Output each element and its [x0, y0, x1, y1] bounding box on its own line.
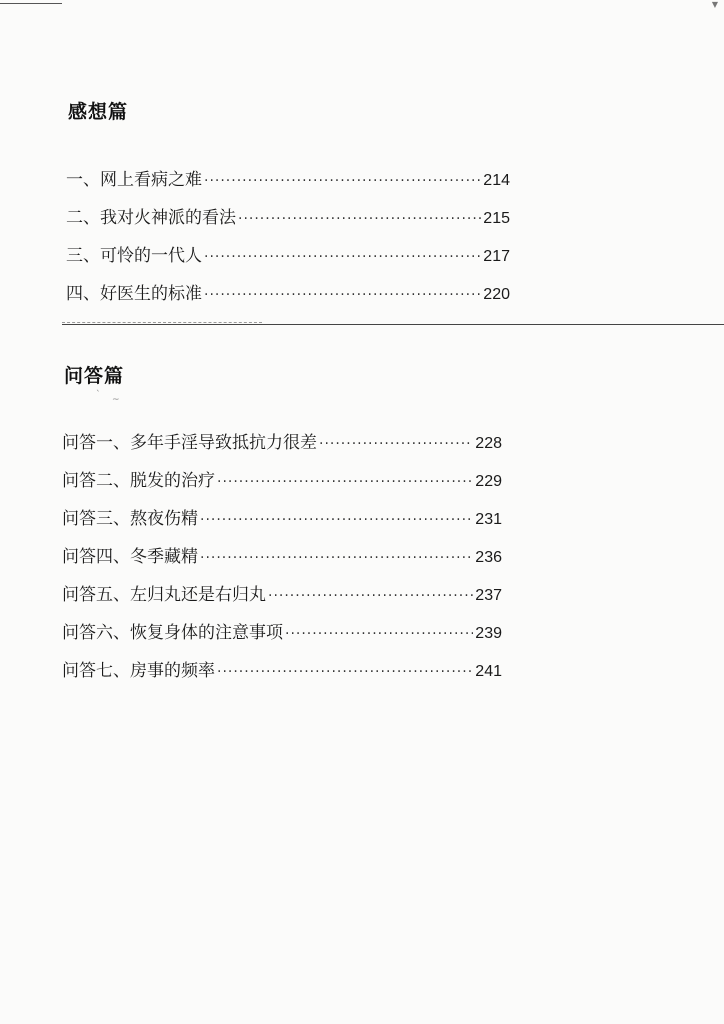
toc-entry-page: 220	[483, 286, 510, 303]
section-divider	[62, 324, 724, 325]
toc-entry-page: 217	[483, 248, 510, 265]
dot-leader	[204, 287, 481, 303]
dot-leader	[285, 626, 473, 642]
toc-entry-label: 问答五、左归丸还是右归丸	[62, 585, 266, 605]
toc-entry-label: 问答七、房事的频率	[62, 661, 215, 681]
dot-leader	[319, 436, 473, 452]
toc-entry-page: 237	[475, 587, 502, 604]
toc-entry-page: 214	[483, 172, 510, 189]
toc-entry[interactable]	[66, 241, 510, 279]
dot-leader	[204, 249, 481, 265]
toc-entry-page: 229	[475, 473, 502, 490]
toc-entry[interactable]	[66, 165, 510, 203]
toc-entry-page: 236	[475, 549, 502, 566]
toc-list	[62, 428, 502, 694]
dot-leader	[217, 474, 473, 490]
toc-entry[interactable]	[62, 466, 502, 504]
toc-entry[interactable]	[62, 428, 502, 466]
toc-entry-page: 231	[475, 511, 502, 528]
toc-entry-label: 问答一、多年手淫导致抵抗力很差	[62, 433, 317, 453]
scan-speck: ~	[112, 395, 120, 405]
toc-entry[interactable]	[62, 542, 502, 580]
toc-entry[interactable]	[62, 656, 502, 694]
toc-entry[interactable]	[62, 580, 502, 618]
toc-entry-page: 228	[475, 435, 502, 452]
toc-entry-label: 三、可怜的一代人	[66, 246, 202, 266]
dot-leader	[200, 512, 473, 528]
dot-leader	[204, 173, 481, 189]
dot-leader	[217, 664, 473, 680]
toc-entry[interactable]	[66, 203, 510, 241]
scan-corner-mark: ▼	[711, 0, 718, 9]
toc-list	[66, 165, 510, 317]
dot-leader	[268, 588, 473, 604]
toc-entry-page: 215	[483, 210, 510, 227]
toc-entry[interactable]	[62, 504, 502, 542]
toc-entry-label: 二、我对火神派的看法	[66, 208, 236, 228]
scan-edge-mark	[0, 3, 62, 4]
toc-entry-label: 问答四、冬季藏精	[62, 547, 198, 567]
dot-leader	[238, 211, 481, 227]
toc-entry-label: 问答六、恢复身体的注意事项	[62, 623, 283, 643]
toc-entry[interactable]	[62, 618, 502, 656]
toc-entry-label: 问答三、熬夜伤精	[62, 509, 198, 529]
toc-entry-page: 239	[475, 625, 502, 642]
toc-entry-label: 问答二、脱发的治疗	[62, 471, 215, 491]
section-title: 感想篇	[68, 101, 129, 123]
dot-leader	[200, 550, 473, 566]
toc-entry-label: 一、网上看病之难	[66, 170, 202, 190]
toc-entry[interactable]	[66, 279, 510, 317]
scan-speck: ˋ	[96, 390, 101, 400]
toc-entry-label: 四、好医生的标准	[66, 284, 202, 304]
toc-entry-page: 241	[475, 663, 502, 680]
section-title: 问答篇	[64, 365, 125, 387]
